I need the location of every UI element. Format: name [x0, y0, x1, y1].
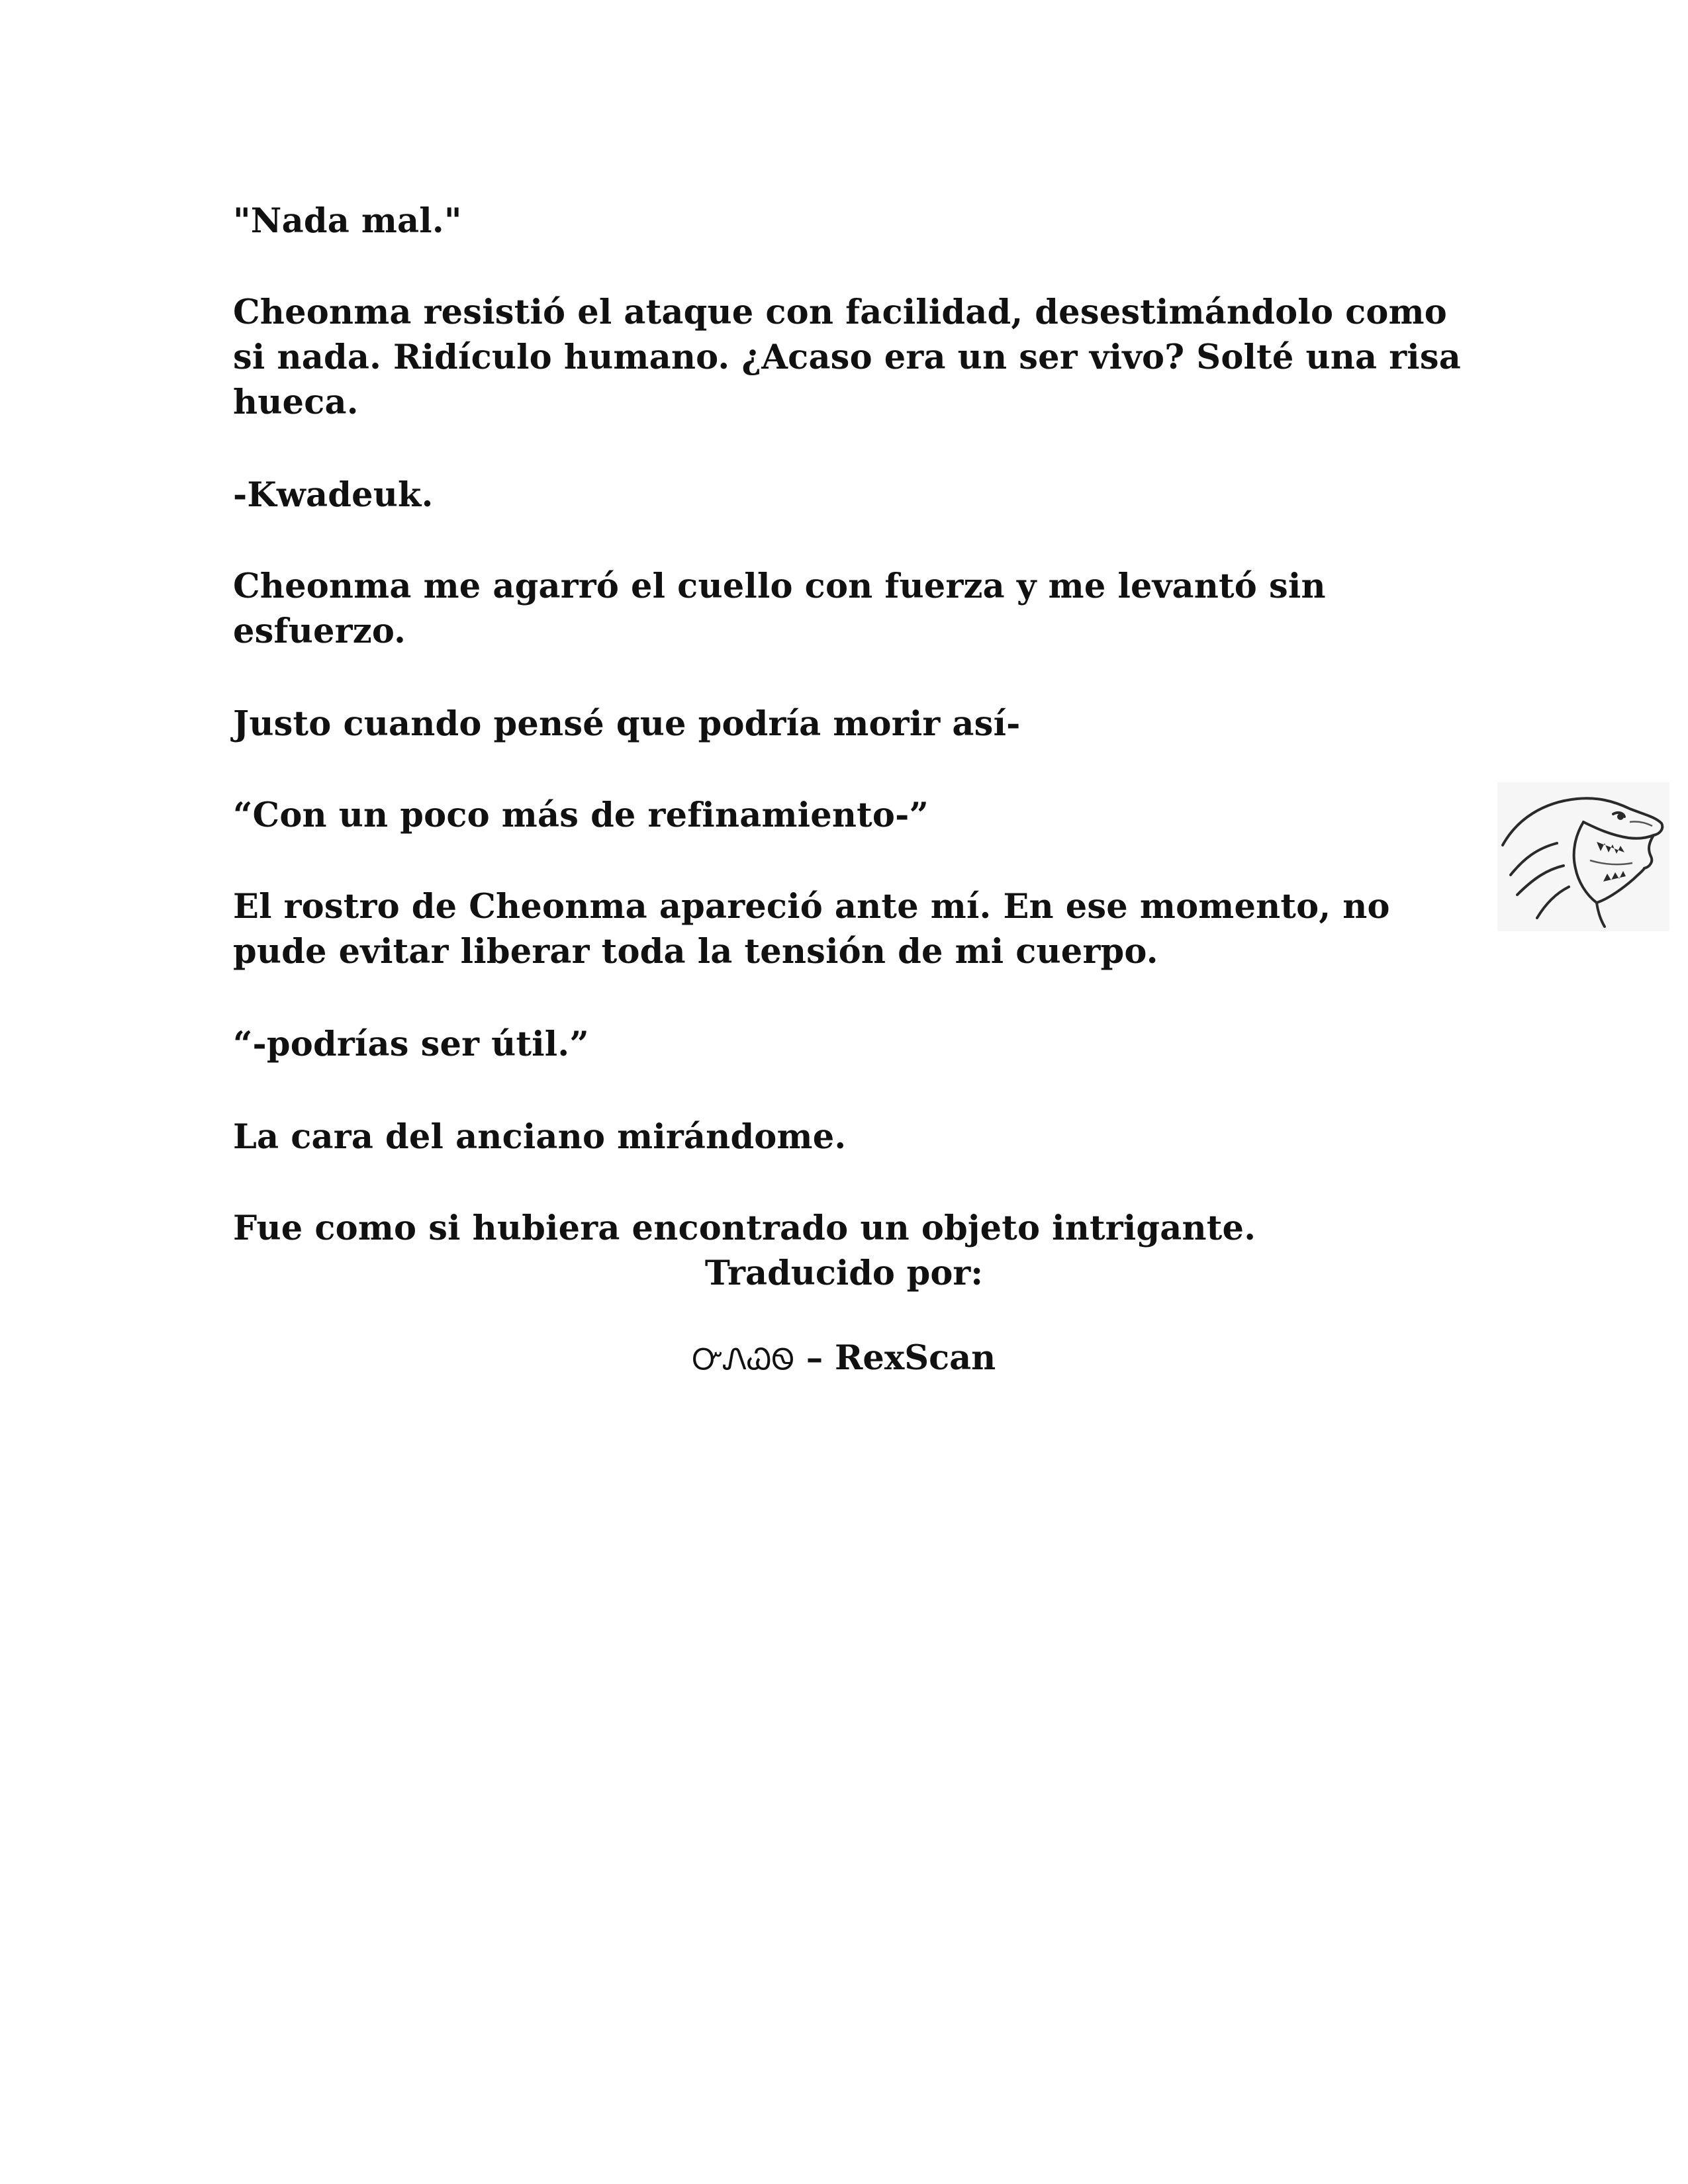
paragraph-8: “-podrías ser útil.”: [233, 1024, 589, 1064]
credit-line: [0, 1336, 1688, 1383]
paragraph-7: El rostro de Cheonma apareció ante mí. En ese momento, no pude evitar liberar toda la tensión de mi cuerpo.: [233, 887, 1390, 972]
translator-handle: ᏅᏁᏇᏫ: [692, 1343, 794, 1377]
paragraph-9: La cara del anciano mirándome.: [233, 1117, 847, 1157]
credit-title: Traducido por:: [704, 1253, 984, 1293]
paragraph-3: -Kwadeuk.: [233, 475, 434, 515]
dinosaur-head-sketch-icon: [1497, 782, 1669, 931]
paragraph-6: “Con un poco más de refinamiento-”: [233, 796, 929, 835]
paragraph-10: Fue como si hubiera encontrado un objeto intrigante.: [233, 1208, 1256, 1248]
paragraph-2: Cheonma resistió el ataque con facilidad, desestimándolo como si nada. Ridículo humano. ¿Acaso era un ser vivo? Solté una risa hueca.: [233, 293, 1462, 422]
paragraph-1: "Nada mal.": [233, 201, 462, 241]
group-name: – RexScan: [794, 1338, 996, 1378]
paragraph-4: Cheonma me agarró el cuello con fuerza y me levantó sin esfuerzo.: [233, 567, 1326, 651]
paragraph-5: Justo cuando pensé que podría morir así-: [233, 704, 1021, 744]
